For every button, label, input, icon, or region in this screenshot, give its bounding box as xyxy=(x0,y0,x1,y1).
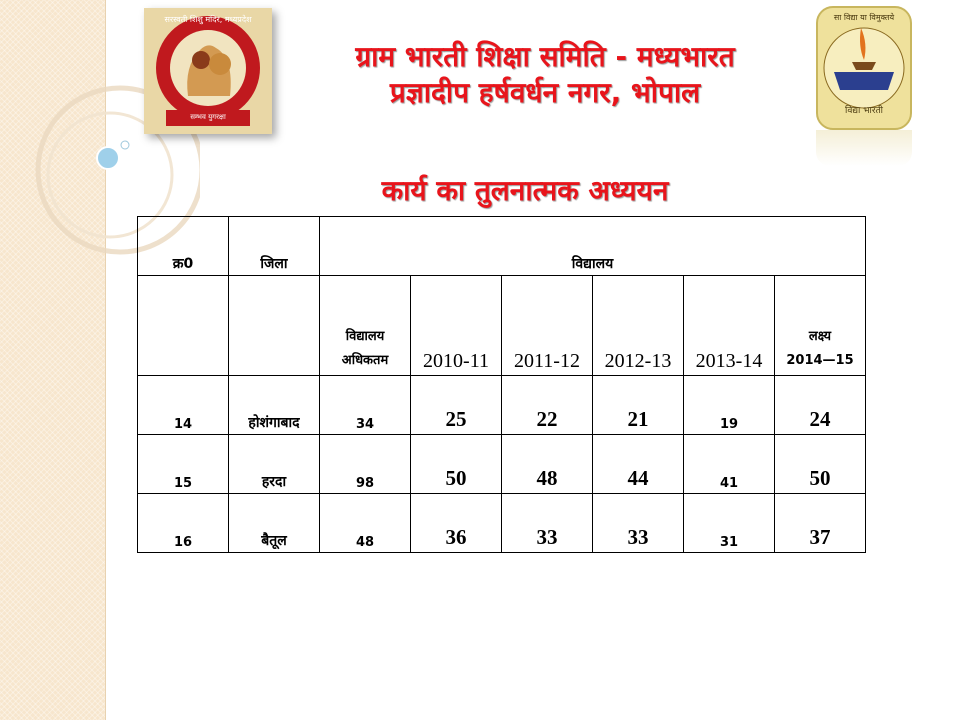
cell-target: 37 xyxy=(775,494,866,553)
cell-2011-12: 22 xyxy=(502,376,593,435)
cell-2010-11: 25 xyxy=(411,376,502,435)
subheader-year-4: 2013-14 xyxy=(684,276,775,376)
table-title: कार्य का तुलनात्मक अध्ययन xyxy=(381,174,669,207)
header-district: जिला xyxy=(229,217,320,276)
header-serial-no: क्र0 xyxy=(138,217,229,276)
subheader-year-3: 2012-13 xyxy=(593,276,684,376)
subheader-target xyxy=(775,276,866,376)
cell-2010-11: 50 xyxy=(411,435,502,494)
cell-2013-14: 31 xyxy=(684,494,775,553)
subheader-year-1: 2010-11 xyxy=(411,276,502,376)
cell-max: 34 xyxy=(320,376,411,435)
subheader-year-2: 2011-12 xyxy=(502,276,593,376)
header-schools: विद्यालय xyxy=(320,217,866,276)
logo-left-text-top: सरस्वती शिशु मंदिर, मध्यप्रदेश xyxy=(164,15,252,24)
cell-2010-11: 36 xyxy=(411,494,502,553)
logo-right-text-bottom: विद्या भारती xyxy=(845,106,883,116)
target-label-line2: 2014—15 xyxy=(786,353,854,368)
cell-no: 15 xyxy=(138,435,229,494)
subheader-empty-no xyxy=(138,276,229,376)
cell-2011-12: 48 xyxy=(502,435,593,494)
table-header-row xyxy=(138,217,866,276)
max-label-line2: अधिकतम xyxy=(341,353,389,368)
header-line-1: ग्राम भारती शिक्षा समिति - मध्यभारत xyxy=(355,40,735,73)
logo-left-text-bottom: सम्भव युगरक्षा xyxy=(190,113,226,121)
cell-district: होशंगाबाद xyxy=(229,376,320,435)
logo-reflection xyxy=(816,130,912,166)
max-label-line1: विद्यालय xyxy=(345,329,385,344)
subheader-max-schools xyxy=(320,276,411,376)
table-row xyxy=(138,376,866,435)
logo-right-text-top: सा विद्या या विमुक्तये xyxy=(833,13,895,22)
cell-district: बैतूल xyxy=(229,494,320,553)
target-label-line1: लक्ष्य xyxy=(808,329,832,344)
header-line-2: प्रज्ञादीप हर्षवर्धन नगर, भोपाल xyxy=(389,76,701,109)
cell-2012-13: 21 xyxy=(593,376,684,435)
cell-target: 24 xyxy=(775,376,866,435)
cell-max: 48 xyxy=(320,494,411,553)
cell-target: 50 xyxy=(775,435,866,494)
table-subheader-row xyxy=(138,276,866,376)
cell-2012-13: 44 xyxy=(593,435,684,494)
cell-no: 14 xyxy=(138,376,229,435)
cell-2012-13: 33 xyxy=(593,494,684,553)
cell-2013-14: 19 xyxy=(684,376,775,435)
cell-max: 98 xyxy=(320,435,411,494)
table-row xyxy=(138,435,866,494)
subheader-empty-district xyxy=(229,276,320,376)
cell-no: 16 xyxy=(138,494,229,553)
cell-2011-12: 33 xyxy=(502,494,593,553)
comparison-table xyxy=(137,216,866,553)
cell-2013-14: 41 xyxy=(684,435,775,494)
table-row xyxy=(138,494,866,553)
cell-district: हरदा xyxy=(229,435,320,494)
